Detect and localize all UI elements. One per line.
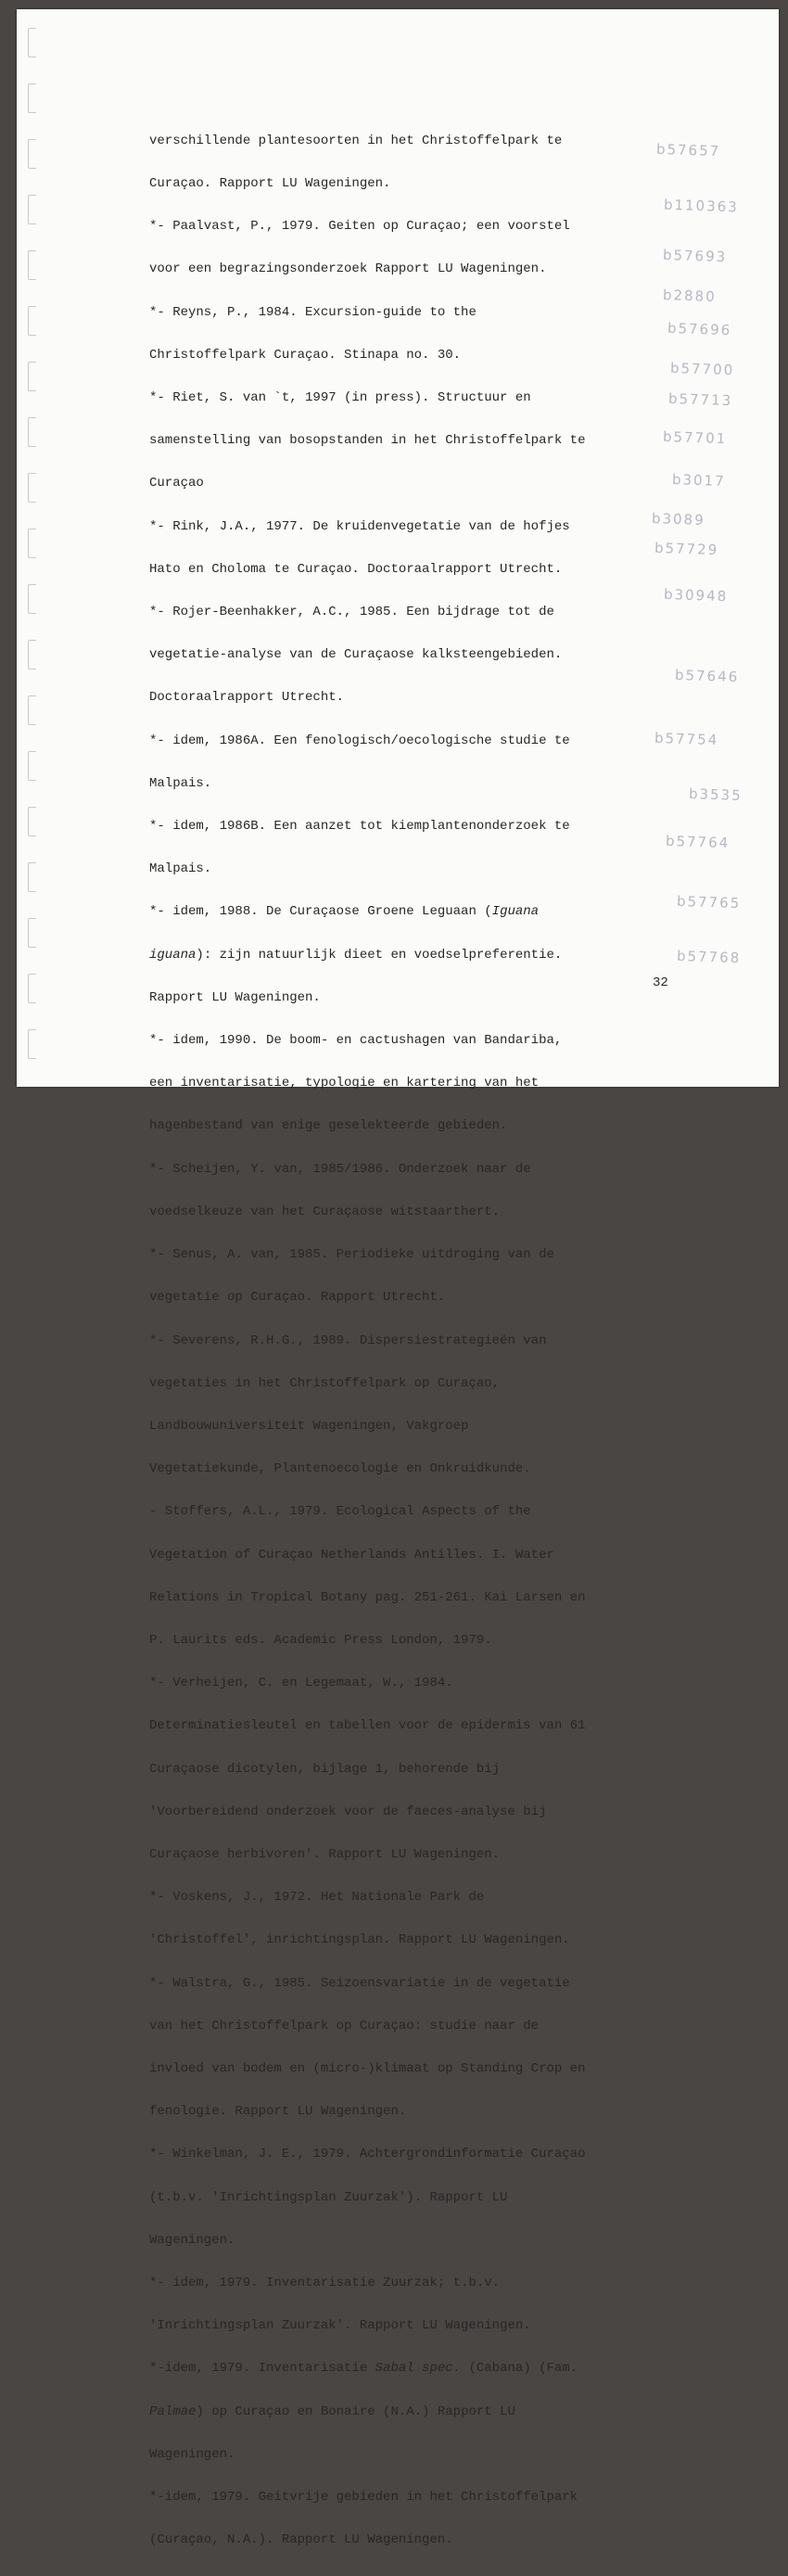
binder-hole	[28, 918, 36, 948]
text-line: Hato en Choloma te Curaçao. Doctoraalrapport Utrecht.	[149, 561, 563, 577]
text-line: een inventarisatie, typologie en kartering van het	[149, 1076, 540, 1091]
binder-hole	[28, 28, 36, 57]
text-line: Palmae) op Curaçao en Bonaire (N.A.) Rapport LU	[149, 2404, 515, 2419]
document-page	[17, 9, 779, 2548]
text-line: *-idem, 1979. Geitvrije gebieden in het Christoffelpark	[149, 2489, 578, 2505]
handwritten-note: b3535	[688, 784, 743, 805]
handwritten-note: b57754	[654, 729, 719, 749]
handwritten-note: b57700	[669, 359, 735, 379]
binder-hole	[28, 751, 36, 781]
text-line: Curaçaose herbivoren'. Rapport LU Wageningen.	[149, 1846, 501, 1862]
page-number: 32	[653, 976, 668, 990]
binder-hole	[28, 83, 36, 113]
binder-hole	[28, 862, 36, 892]
binder-hole	[28, 974, 36, 1003]
text-line: (t.b.v. 'Inrichtingsplan Zuurzak'). Rapport LU	[149, 2189, 508, 2205]
text-line: vegetaties in het Christoffelpark op Curaçao,	[149, 1375, 501, 1391]
handwritten-note: b57696	[667, 319, 732, 339]
text-line: samenstelling van bosopstanden in het Christoffelpark te	[149, 433, 586, 449]
text-line: vegetatie op Curaçao. Rapport Utrecht.	[149, 1290, 446, 1306]
binder-hole	[28, 529, 36, 558]
text-line: *- idem, 1990. De boom- en cactushagen van Bandariba,	[149, 1033, 563, 1049]
binder-hole	[28, 695, 36, 725]
text-line: *- Walstra, G., 1985. Seizoensvariatie in de vegetatie	[149, 1975, 570, 1991]
handwritten-note: b30948	[663, 585, 729, 606]
handwritten-note: b110363	[663, 196, 740, 216]
text-line: *- idem, 1986B. Een aanzet tot kiemplantenonderzoek te	[149, 819, 570, 835]
text-line: Vegetatiekunde, Plantenoecologie en Onkruidkunde.	[149, 1461, 531, 1477]
text-line: *- Riet, S. van `t, 1997 (in press). Structuur en	[149, 390, 531, 406]
text-line: *- Reyns, P., 1984. Excursion-guide to the	[149, 304, 477, 320]
text-line: *- Voskens, J., 1972. Het Nationale Park de	[149, 1890, 485, 1906]
text-line: *- idem, 1986A. Een fenologisch/oecologische studie te	[149, 733, 570, 748]
text-line: Malpais.	[149, 775, 212, 791]
text-line: Curaçao. Rapport LU Wageningen.	[149, 176, 391, 192]
reference-list	[149, 106, 687, 2576]
binder-hole	[28, 195, 36, 224]
handwritten-note: b57765	[676, 892, 742, 912]
text-line: Landbouwuniversiteit Wageningen, Vakgroep	[149, 1418, 469, 1434]
text-line: hagenbestand van enige geselekteerde gebieden.	[149, 1118, 508, 1134]
binder-hole	[28, 306, 36, 336]
handwritten-note: b2880	[662, 286, 717, 306]
binder-hole	[28, 584, 36, 614]
handwritten-note: b57657	[655, 140, 721, 160]
text-line: *- Severens, R.H.G., 1989. Dispersiestrategieën van	[149, 1333, 547, 1348]
text-line: Relations in Tropical Botany pag. 251-261. Kai Larsen en	[149, 1589, 586, 1605]
text-line: *- Senus, A. van, 1985. Periodieke uitdroging van de	[149, 1247, 554, 1263]
text-line: verschillende plantesoorten in het Christoffelpark te	[149, 133, 563, 148]
text-line: voedselkeuze van het Curaçaose witstaarthert.	[149, 1204, 501, 1219]
text-line: *- idem, 1979. Inventarisatie Zuurzak; t.b.v.	[149, 2275, 501, 2290]
text-line: *- Scheijen, Y. van, 1985/1986. Onderzoek naar de	[149, 1161, 531, 1177]
binder-hole	[28, 807, 36, 836]
text-line: Wageningen.	[149, 2446, 235, 2462]
text-line: Wageningen.	[149, 2232, 235, 2248]
text-line: *- Rink, J.A., 1977. De kruidenvegetatie van de hofjes	[149, 518, 570, 534]
text-line: *-idem, 1979. Inventarisatie Sabal spec. (Cabana) (Fam.	[149, 2361, 578, 2377]
binder-hole	[28, 417, 36, 447]
text-line: - Stoffers, A.L., 1979. Ecological Aspects of the	[149, 1504, 531, 1520]
text-line: *- Verheijen, C. en Legemaat, W., 1984.	[149, 1676, 453, 1691]
text-line: Doctoraalrapport Utrecht.	[149, 690, 345, 706]
text-line: van het Christoffelpark op Curaçao: studie naar de	[149, 2018, 540, 2034]
text-line: voor een begrazingsonderzoek Rapport LU Wageningen.	[149, 261, 547, 277]
text-line: Determinatiesleutel en tabellen voor de epidermis van 61	[149, 1718, 586, 1734]
text-line: (Curaçao, N.A.). Rapport LU Wageningen.	[149, 2532, 453, 2548]
binder-hole	[28, 139, 36, 169]
binder-hole	[28, 473, 36, 503]
handwritten-note: b57764	[665, 832, 731, 852]
text-line: 'Inrichtingsplan Zuurzak'. Rapport LU Wageningen.	[149, 2318, 531, 2334]
binder-holes	[28, 9, 37, 1087]
text-line: Malpais.	[149, 861, 212, 877]
text-line: *- idem, 1988. De Curaçaose Groene Leguaan (Iguana	[149, 904, 540, 920]
handwritten-note: b57768	[676, 947, 742, 967]
handwritten-note: b3017	[671, 470, 726, 491]
handwritten-note: b57701	[662, 427, 728, 448]
text-line: *- Paalvast, P., 1979. Geiten op Curaçao; een voorstel	[149, 219, 570, 235]
handwritten-note: b57646	[674, 666, 740, 686]
binder-hole	[28, 362, 36, 391]
text-line: Curaçao	[149, 476, 204, 491]
text-line: P. Laurits eds. Academic Press London, 1979.	[149, 1632, 492, 1648]
handwritten-note: b57693	[662, 246, 728, 266]
text-line: *- Rojer-Beenhakker, A.C., 1985. Een bijdrage tot de	[149, 605, 554, 620]
text-line: iguana): zijn natuurlijk dieet en voedselpreferentie.	[149, 947, 563, 963]
text-line: vegetatie-analyse van de Curaçaose kalksteengebieden.	[149, 647, 563, 663]
handwritten-note: b57713	[667, 389, 733, 410]
text-line: fenologie. Rapport LU Wageningen.	[149, 2104, 407, 2120]
text-line: 'Christoffel', inrichtingsplan. Rapport LU Wageningen.	[149, 1932, 570, 1948]
binder-hole	[28, 250, 36, 280]
text-line: *- Winkelman, J. E., 1979. Achtergrondinformatie Curaçao	[149, 2147, 586, 2162]
text-line: Rapport LU Wageningen.	[149, 989, 321, 1005]
text-line: Vegetation of Curaçao Netherlands Antilles. I. Water	[149, 1547, 554, 1562]
text-line: 'Voorbereidend onderzoek voor de faeces-analyse bij	[149, 1804, 547, 1819]
text-line: Curaçaose dicotylen, bijlage 1, behorende bij	[149, 1761, 501, 1777]
text-line: invloed van bodem en (micro-)klimaat op Standing Crop en	[149, 2060, 586, 2076]
binder-hole	[28, 1029, 36, 1059]
text-line: Christoffelpark Curaçao. Stinapa no. 30.	[149, 347, 462, 363]
binder-hole	[28, 640, 36, 670]
handwritten-note: b3089	[651, 509, 705, 529]
handwritten-note: b57729	[654, 539, 719, 559]
